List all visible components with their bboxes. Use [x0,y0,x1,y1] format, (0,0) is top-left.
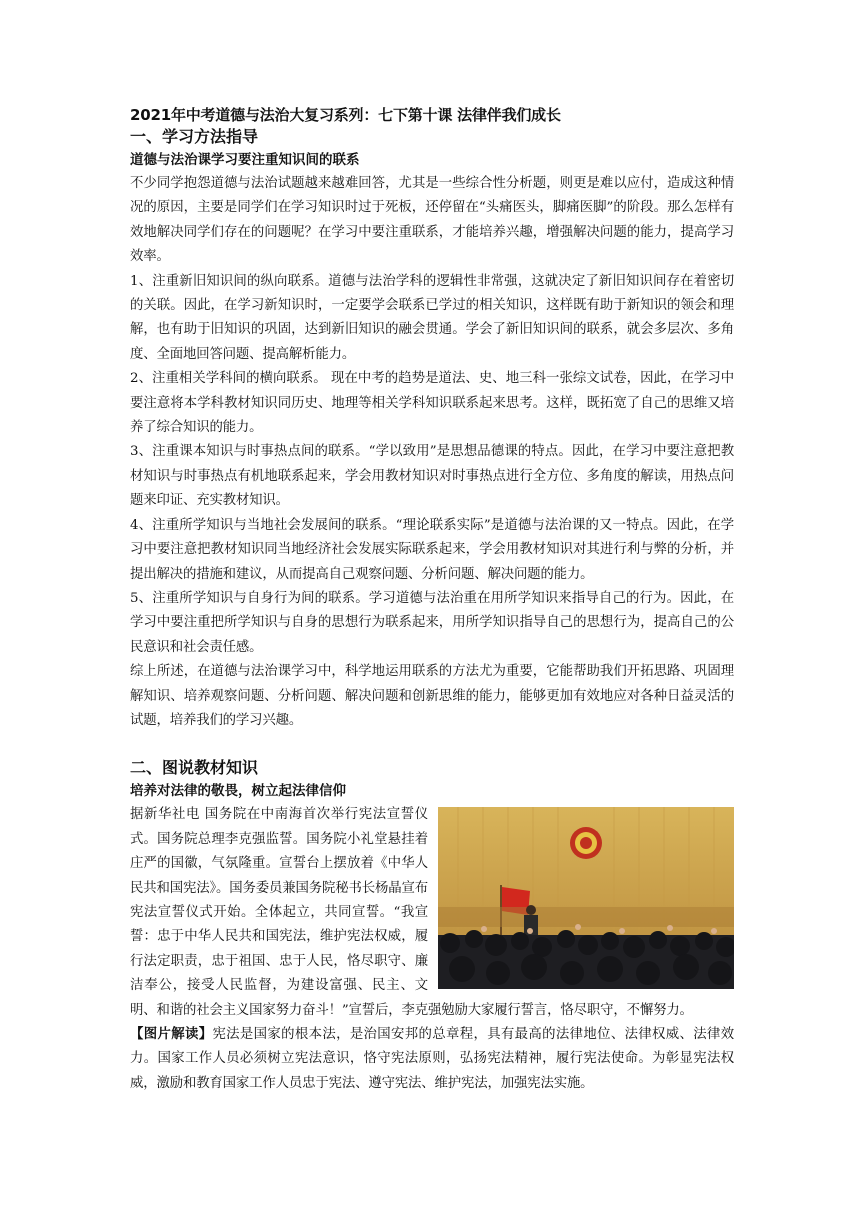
section-heading-method: 一、学习方法指导 [130,127,259,146]
subheading-connections: 道德与法治课学习要注重知识间的联系 [130,152,360,168]
point-1-paragraph: 1、注重新旧知识间的纵向联系。道德与法治学科的逻辑性非常强，这就决定了新旧知识间存在着密切的关联。因此，在学习新知识时，一定要学会联系已学过的相关知识，这样既有助于新知识的领会和理解，也有助于旧知识的巩固，达到新旧知识的融会贯通。学会了新旧知识间的联系，就会多层次、多角度、全面地回答问题、提高解析能力。 [130,273,734,362]
summary-paragraph: 综上所述，在道德与法治课学习中，科学地运用联系的方法尤为重要，它能帮助我们开拓思路、巩固理解知识、培养观察问题、分析问题、解决问题和创新思维的能力，能够更加有效地应对各种日益灵活的试题，培养我们的学习兴趣。 [130,664,734,728]
section-heading-textbook: 二、图说教材知识 [130,758,259,778]
point-5-paragraph: 5、注重所学知识与自身行为间的联系。学习道德与法治重在用所学知识来指导自己的行为。因此，在学习中要注重把所学知识与自身的思想行为联系起来，用所学知识指导自己的思想行为，提高自己的公民意识和社会责任感。 [130,590,734,655]
point-4-paragraph: 4、注重所学知识与当地社会发展间的联系。“理论联系实际”是道德与法治课的又一特点。因此，在学习中要注意把教材知识同当地经济社会发展实际联系起来，学会用教材知识对其进行利与弊的分析，并提出解决的措施和建议，从而提高自己观察问题、分析问题、解决问题的能力。 [130,517,734,582]
point-2-paragraph: 2、注重相关学科间的横向联系。 现在中考的趋势是道法、史、地三科一张综文试卷，因此，在学习中要注意将本学科教材知识同历史、地理等相关学科知识联系起来思考。这样，既拓宽了自己的思维又培养了综合知识的能力。 [130,371,734,436]
oath-ceremony-illustration [438,807,734,989]
interpretation-text: 宪法是国家的根本法，是治国安邦的总章程，具有最高的法律地位、法律权威、法律效力。国家工作人员必须树立宪法意识，恪守宪法原则，弘扬宪法精神，履行宪法使命。为彰显宪法权威，激励和教育国家工作人员忠于宪法、遵守宪法、维护宪法，加强宪法实施。 [130,1027,734,1091]
intro-paragraph: 不少同学抱怨道德与法治试题越来越难回答，尤其是一些综合性分析题，则更是难以应付，造成这种情况的原因，主要是同学们在学习知识时过于死板，还停留在“头痛医头，脚痛医脚”的阶段。那么怎样有效地解决同学们存在的问题呢？在学习中要注重联系，才能培养兴趣，增强解决问题的能力，提高学习效率。 [130,176,734,265]
subheading-law-faith: 培养对法律的敬畏，树立起法律信仰 [130,783,346,800]
point-3-paragraph: 3、注重课本知识与时事热点间的联系。“学以致用”是思想品德课的特点。因此，在学习中要注意把教材知识与时事热点有机地联系起来，学会用教材知识对时事热点进行全方位、多角度的解读，用热点问题来印证、充实教材知识。 [130,444,734,509]
document-title: 2021年中考道德与法治大复习系列：七下第十课 法律伴我们成长 [130,106,561,124]
section-gap [130,733,734,757]
document-page [130,104,734,1096]
oath-ceremony-photo [438,807,734,989]
national-emblem-icon [570,827,602,859]
interpretation-paragraph [130,1023,734,1096]
interpretation-label: 【图片解读】 [130,1027,213,1042]
news-paragraph: 据新华社电 国务院在中南海首次举行宪法宣誓仪式。国务院总理李克强监誓。国务院小礼堂悬挂着庄严的国徽，气氛隆重。宣誓台上摆放着《中华人民共和国宪法》。国务委员兼国务院秘书长杨晶宣布宪法宣誓仪式开始。全体起立，共同宣誓。“我宣誓：忠于中华人民共和国宪法，维护宪法权威，履行法定职责，忠于祖国、忠于人民，恪尽职守、廉洁奉公，接受人民监督，为建设富强、民主、文明、和谐的社会主义国家努力奋斗！”宣誓后，李克强勉励大家履行誓言，恪尽职守，不懈努力。 [130,807,693,1018]
